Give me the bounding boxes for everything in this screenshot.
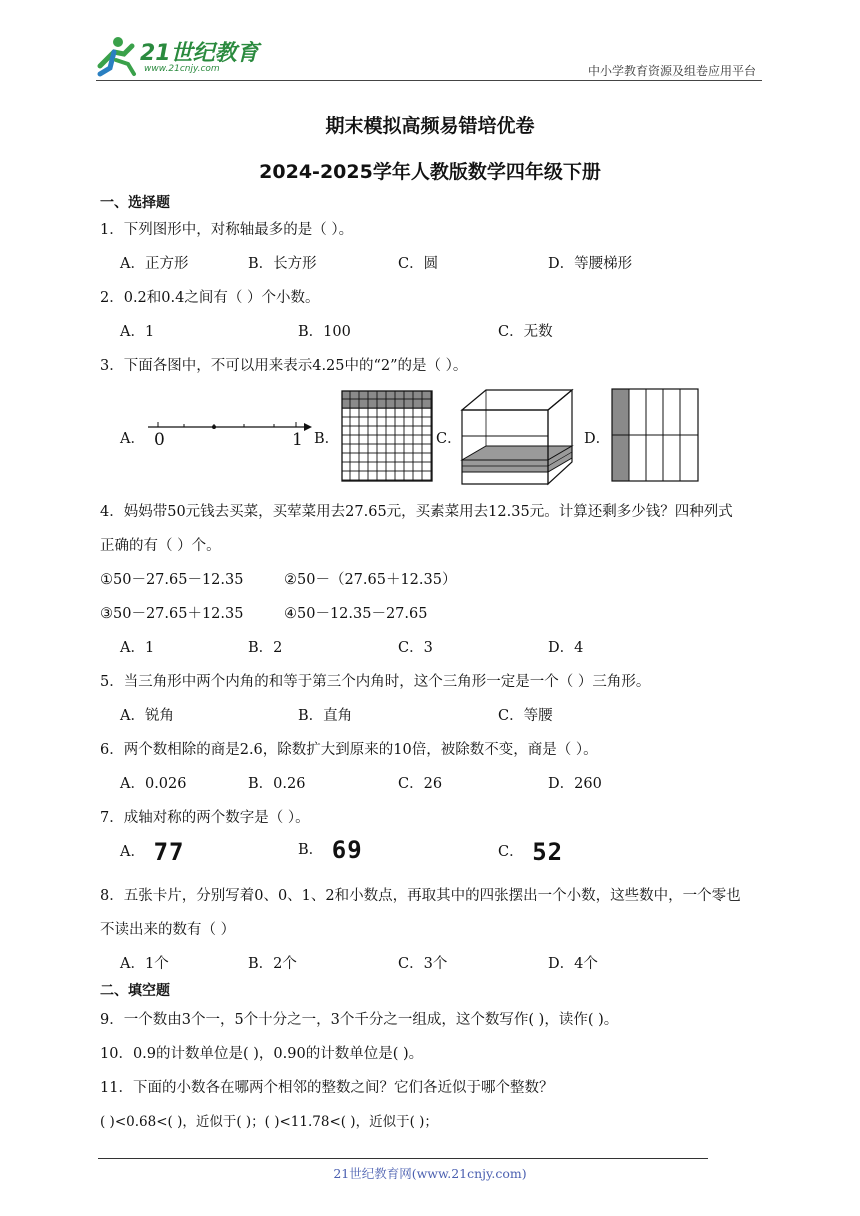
q6-option-c[interactable]: C．26	[398, 776, 443, 792]
question-1-stem: 1．下列图形中，对称轴最多的是（ ）。	[100, 222, 354, 238]
q4-expression-4: ④50－12.35－27.65	[284, 606, 428, 622]
q4-option-b[interactable]: B．2	[248, 640, 283, 656]
question-8-stem-line1: 8．五张卡片，分别写着0、0、1、2和小数点，再取其中的四张摆出一个小数，这些数中，一个零也	[100, 888, 741, 904]
header-divider	[96, 80, 762, 81]
question-9-stem: 9．一个数由3个一，5个十分之一，3个千分之一组成，这个数写作( )，读作( )。	[100, 1012, 619, 1028]
question-7-stem: 7．成轴对称的两个数字是（ ）。	[100, 810, 310, 826]
number-line-end-label: 1	[292, 430, 303, 450]
question-11-row: ( )<0.68<( )，近似于( )；( )<11.78<( )，近似于( )；	[100, 1114, 438, 1130]
q3-option-c[interactable]: C．	[436, 431, 462, 447]
platform-name: 中小学教育资源及组卷应用平台	[587, 64, 756, 78]
q3-option-d[interactable]: D．	[584, 431, 611, 447]
question-4-stem-line1: 4．妈妈带50元钱去买菜，买荤菜用去27.65元，买素菜用去12.35元。计算还剩多少钱？四种列式	[100, 504, 733, 520]
q8-option-b[interactable]: B．2个	[248, 956, 297, 972]
cube-figure	[460, 388, 578, 486]
q7-option-a-label: A．	[120, 844, 145, 860]
q7-option-a[interactable]	[120, 838, 185, 866]
q7-option-b-label: B．	[298, 842, 324, 858]
q3-option-a[interactable]: A．	[120, 431, 145, 447]
q5-option-c[interactable]: C．等腰	[498, 708, 553, 724]
q4-option-d[interactable]: D．4	[548, 640, 584, 656]
digital-digits-c: 52	[532, 838, 564, 866]
q7-option-c-label: C．	[498, 844, 524, 860]
logo-text: 21世纪教育	[140, 41, 259, 66]
footer-divider	[98, 1158, 708, 1159]
q2-option-b[interactable]: B．100	[298, 324, 351, 340]
question-11-stem: 11．下面的小数各在哪两个相邻的整数之间？它们各近似于哪个整数？	[100, 1080, 554, 1096]
footer-text[interactable]: 21世纪教育网(www.21cnjy.com)	[333, 1166, 527, 1181]
q2-option-c[interactable]: C．无数	[498, 324, 553, 340]
q4-expression-2: ②50－（27.65＋12.35）	[284, 572, 457, 588]
digital-digits-a: 77	[153, 838, 185, 866]
logo-url: www.21cnjy.com	[144, 64, 220, 74]
q8-option-a[interactable]: A．1个	[120, 956, 169, 972]
digital-digits-b: 69	[331, 836, 363, 864]
q5-option-b[interactable]: B．直角	[298, 708, 353, 724]
q5-option-a[interactable]: A．锐角	[120, 708, 174, 724]
page-title: 期末模拟高频易错培优卷	[325, 115, 535, 137]
q4-expression-3: ③50－27.65＋12.35	[100, 606, 244, 622]
question-4-stem-line2: 正确的有（ ）个。	[100, 538, 221, 554]
q1-option-d[interactable]: D．等腰梯形	[548, 256, 633, 272]
q6-option-a[interactable]: A．0.026	[120, 776, 187, 792]
q3-option-b[interactable]: B．	[314, 431, 340, 447]
q2-option-a[interactable]: A．1	[120, 324, 155, 340]
q7-option-c[interactable]	[498, 838, 563, 866]
section-heading-choice: 一、选择题	[100, 195, 170, 211]
q4-option-a[interactable]: A．1	[120, 640, 155, 656]
question-3-stem: 3．下面各图中，不可以用来表示4.25中的“2”的是（ ）。	[100, 358, 468, 374]
section-heading-fill: 二、填空题	[100, 983, 170, 999]
question-6-stem: 6．两个数相除的商是2.6，除数扩大到原来的10倍，被除数不变，商是（ ）。	[100, 742, 598, 758]
q7-option-b[interactable]	[298, 836, 363, 864]
q4-option-c[interactable]: C．3	[398, 640, 433, 656]
question-2-stem: 2．0.2和0.4之间有（ ）个小数。	[100, 290, 320, 306]
site-logo	[94, 34, 264, 78]
question-5-stem: 5．当三角形中两个内角的和等于第三个内角时，这个三角形一定是一个（ ）三角形。	[100, 674, 651, 690]
q6-option-d[interactable]: D．260	[548, 776, 602, 792]
q8-option-d[interactable]: D．4个	[548, 956, 598, 972]
q1-option-a[interactable]: A．正方形	[120, 256, 189, 272]
q1-option-b[interactable]: B．长方形	[248, 256, 317, 272]
fraction-bar-figure	[611, 388, 699, 482]
hundred-grid-figure	[341, 390, 433, 482]
page-subtitle: 2024-2025学年人教版数学四年级下册	[259, 161, 601, 183]
question-8-stem-line2: 不读出来的数有（ ）	[100, 922, 236, 938]
number-line-figure	[146, 412, 316, 454]
number-line-start-label: 0	[154, 430, 165, 450]
question-10-stem: 10．0.9的计数单位是( )，0.90的计数单位是( )。	[100, 1046, 424, 1062]
q1-option-c[interactable]: C．圆	[398, 256, 439, 272]
q6-option-b[interactable]: B．0.26	[248, 776, 306, 792]
q8-option-c[interactable]: C．3个	[398, 956, 448, 972]
q4-expression-1: ①50－27.65－12.35	[100, 572, 244, 588]
